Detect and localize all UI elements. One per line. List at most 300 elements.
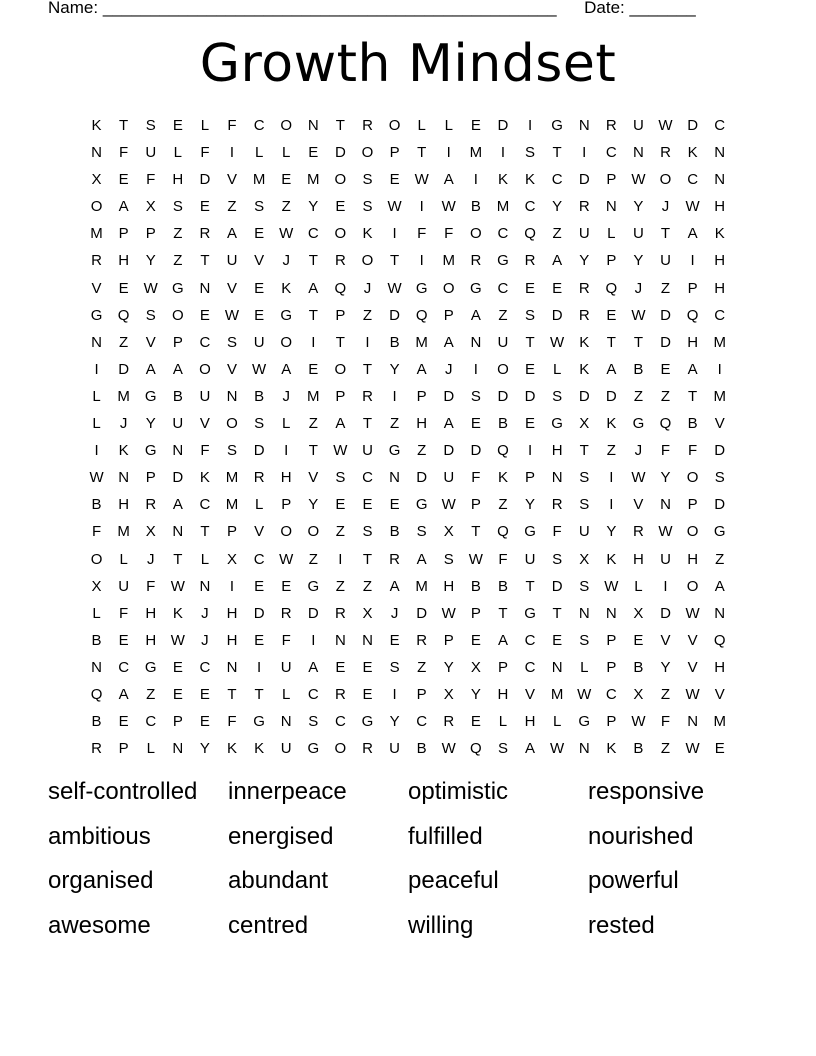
grid-letter[interactable]: W bbox=[170, 577, 185, 595]
grid-letter[interactable]: T bbox=[471, 523, 481, 541]
grid-letter[interactable]: U bbox=[199, 387, 211, 405]
grid-letter[interactable]: U bbox=[633, 117, 644, 134]
grid-letter[interactable]: S bbox=[389, 658, 400, 676]
grid-letter[interactable]: S bbox=[362, 198, 373, 216]
grid-letter[interactable]: Z bbox=[660, 279, 671, 297]
grid-letter[interactable]: A bbox=[416, 360, 427, 378]
grid-letter[interactable]: K bbox=[606, 415, 617, 433]
grid-letter[interactable]: A bbox=[497, 631, 508, 649]
grid-letter[interactable]: W bbox=[550, 740, 565, 758]
grid-letter[interactable]: R bbox=[470, 252, 482, 270]
grid-letter[interactable]: F bbox=[281, 631, 291, 649]
grid-letter[interactable]: F bbox=[227, 117, 237, 134]
grid-letter[interactable]: W bbox=[279, 225, 294, 243]
grid-letter[interactable]: A bbox=[416, 550, 427, 568]
grid-letter[interactable]: D bbox=[307, 604, 319, 622]
grid-letter[interactable]: S bbox=[335, 469, 346, 487]
grid-letter[interactable]: W bbox=[631, 469, 646, 487]
grid-letter[interactable]: Y bbox=[579, 252, 590, 270]
grid-letter[interactable]: X bbox=[579, 550, 590, 568]
grid-letter[interactable]: C bbox=[253, 550, 265, 568]
grid-letter[interactable]: S bbox=[552, 550, 563, 568]
grid-letter[interactable]: H bbox=[226, 604, 238, 622]
grid-letter[interactable]: A bbox=[172, 360, 183, 378]
grid-letter[interactable]: T bbox=[200, 523, 210, 541]
grid-letter[interactable]: L bbox=[92, 604, 101, 622]
grid-letter[interactable]: U bbox=[578, 225, 590, 243]
grid-letter[interactable]: T bbox=[552, 144, 562, 162]
grid-letter[interactable]: T bbox=[660, 225, 671, 243]
grid-letter[interactable]: G bbox=[361, 713, 374, 731]
grid-letter[interactable]: M bbox=[117, 387, 130, 405]
grid-letter[interactable]: T bbox=[335, 333, 345, 351]
grid-letter[interactable]: M bbox=[469, 144, 483, 162]
grid-letter[interactable]: R bbox=[199, 225, 211, 243]
grid-letter[interactable]: E bbox=[633, 631, 644, 649]
grid-letter[interactable]: J bbox=[146, 550, 155, 568]
grid-letter[interactable]: N bbox=[334, 631, 346, 649]
grid-letter[interactable]: P bbox=[497, 658, 508, 676]
grid-letter[interactable]: P bbox=[335, 306, 346, 324]
grid-letter[interactable]: W bbox=[577, 685, 592, 703]
grid-letter[interactable]: D bbox=[660, 333, 671, 351]
grid-letter[interactable]: A bbox=[687, 225, 698, 243]
grid-letter[interactable]: E bbox=[254, 279, 265, 297]
grid-letter[interactable]: Z bbox=[146, 685, 156, 703]
grid-letter[interactable]: E bbox=[362, 685, 373, 703]
grid-letter[interactable]: B bbox=[91, 496, 102, 514]
grid-letter[interactable]: B bbox=[416, 740, 427, 758]
grid-letter[interactable]: W bbox=[224, 306, 240, 324]
grid-letter[interactable]: W bbox=[631, 306, 646, 324]
grid-letter[interactable]: A bbox=[308, 279, 319, 297]
grid-letter[interactable]: E bbox=[525, 360, 536, 378]
grid-letter[interactable]: G bbox=[307, 577, 320, 595]
grid-letter[interactable]: G bbox=[144, 658, 157, 676]
grid-letter[interactable]: L bbox=[92, 415, 101, 433]
grid-letter[interactable]: A bbox=[687, 360, 698, 378]
grid-letter[interactable]: Z bbox=[173, 225, 183, 243]
grid-letter[interactable]: Y bbox=[308, 198, 319, 216]
grid-letter[interactable]: G bbox=[524, 604, 536, 622]
grid-letter[interactable]: U bbox=[660, 550, 671, 568]
grid-letter[interactable]: C bbox=[524, 198, 536, 216]
grid-letter[interactable]: K bbox=[579, 360, 590, 378]
grid-letter[interactable]: H bbox=[633, 550, 644, 568]
grid-letter[interactable]: S bbox=[525, 144, 536, 162]
grid-letter[interactable]: M bbox=[713, 713, 726, 731]
grid-letter[interactable]: H bbox=[145, 631, 157, 649]
grid-letter[interactable]: O bbox=[361, 144, 374, 162]
grid-letter[interactable]: P bbox=[172, 333, 183, 351]
grid-letter[interactable]: E bbox=[714, 740, 725, 758]
grid-letter[interactable]: O bbox=[199, 360, 211, 378]
grid-letter[interactable]: R bbox=[253, 469, 265, 487]
grid-letter[interactable]: S bbox=[552, 387, 563, 405]
grid-letter[interactable]: G bbox=[388, 442, 401, 460]
grid-letter[interactable]: U bbox=[443, 469, 455, 487]
grid-letter[interactable]: O bbox=[280, 333, 293, 351]
grid-letter[interactable]: P bbox=[687, 496, 698, 514]
grid-letter[interactable]: W bbox=[468, 550, 483, 568]
grid-letter[interactable]: E bbox=[254, 306, 265, 324]
grid-letter[interactable]: D bbox=[578, 171, 590, 189]
grid-letter[interactable]: D bbox=[660, 306, 671, 324]
grid-letter[interactable]: Y bbox=[389, 360, 400, 378]
grid-letter[interactable]: I bbox=[500, 144, 506, 162]
grid-letter[interactable]: K bbox=[687, 144, 698, 162]
grid-letter[interactable]: K bbox=[91, 117, 102, 134]
grid-letter[interactable]: X bbox=[91, 577, 102, 595]
grid-letter[interactable]: S bbox=[443, 550, 454, 568]
grid-letter[interactable]: V bbox=[227, 171, 238, 189]
grid-letter[interactable]: T bbox=[525, 333, 535, 351]
grid-letter[interactable]: C bbox=[253, 117, 265, 134]
grid-letter[interactable]: V bbox=[714, 685, 725, 703]
grid-letter[interactable]: D bbox=[199, 171, 211, 189]
grid-letter[interactable]: U bbox=[280, 740, 292, 758]
grid-letter[interactable]: J bbox=[282, 252, 290, 270]
grid-letter[interactable]: E bbox=[281, 171, 292, 189]
grid-letter[interactable]: U bbox=[280, 658, 292, 676]
grid-letter[interactable]: E bbox=[389, 496, 400, 514]
grid-letter[interactable]: E bbox=[199, 685, 210, 703]
grid-letter[interactable]: L bbox=[282, 144, 291, 162]
grid-letter[interactable]: R bbox=[605, 117, 617, 134]
grid-letter[interactable]: Z bbox=[335, 523, 345, 541]
grid-letter[interactable]: H bbox=[280, 469, 292, 487]
grid-letter[interactable]: N bbox=[307, 117, 319, 134]
grid-letter[interactable]: G bbox=[632, 415, 645, 433]
grid-letter[interactable]: E bbox=[118, 279, 129, 297]
grid-letter[interactable]: T bbox=[254, 685, 264, 703]
grid-letter[interactable]: E bbox=[172, 117, 183, 134]
grid-letter[interactable]: Q bbox=[605, 279, 618, 297]
grid-letter[interactable]: M bbox=[252, 171, 266, 189]
grid-letter[interactable]: W bbox=[604, 577, 619, 595]
grid-letter[interactable]: F bbox=[200, 442, 210, 460]
grid-letter[interactable]: K bbox=[497, 469, 508, 487]
name-blank[interactable]: ________________________________________________ bbox=[102, 0, 557, 17]
grid-letter[interactable]: Z bbox=[417, 658, 427, 676]
grid-letter[interactable]: M bbox=[415, 577, 428, 595]
grid-letter[interactable]: O bbox=[90, 550, 103, 568]
grid-letter[interactable]: F bbox=[227, 713, 237, 731]
grid-letter[interactable]: U bbox=[660, 252, 671, 270]
grid-letter[interactable]: M bbox=[550, 685, 564, 703]
grid-letter[interactable]: E bbox=[470, 713, 481, 731]
grid-letter[interactable]: F bbox=[146, 171, 156, 189]
grid-letter[interactable]: A bbox=[335, 415, 346, 433]
grid-letter[interactable]: A bbox=[118, 198, 129, 216]
grid-letter[interactable]: N bbox=[714, 144, 726, 162]
grid-letter[interactable]: S bbox=[362, 523, 373, 541]
grid-letter[interactable]: F bbox=[444, 225, 454, 243]
grid-letter[interactable]: H bbox=[118, 496, 130, 514]
grid-letter[interactable]: W bbox=[170, 631, 185, 649]
grid-letter[interactable]: N bbox=[226, 387, 238, 405]
grid-letter[interactable]: W bbox=[685, 685, 700, 703]
grid-letter[interactable]: D bbox=[389, 306, 400, 324]
grid-letter[interactable]: N bbox=[578, 604, 590, 622]
grid-letter[interactable]: I bbox=[365, 333, 370, 351]
grid-letter[interactable]: S bbox=[714, 469, 725, 487]
grid-letter[interactable]: Z bbox=[660, 387, 671, 405]
grid-letter[interactable]: V bbox=[227, 279, 238, 297]
grid-letter[interactable]: V bbox=[254, 523, 265, 541]
grid-letter[interactable]: J bbox=[634, 279, 643, 297]
grid-letter[interactable]: N bbox=[714, 604, 726, 622]
grid-letter[interactable]: Q bbox=[470, 740, 482, 758]
grid-letter[interactable]: G bbox=[415, 279, 428, 297]
grid-letter[interactable]: A bbox=[443, 415, 454, 433]
grid-letter[interactable]: C bbox=[605, 685, 617, 703]
grid-letter[interactable]: I bbox=[284, 442, 289, 460]
grid-letter[interactable]: Y bbox=[145, 415, 156, 433]
grid-letter[interactable]: N bbox=[362, 631, 373, 649]
grid-letter[interactable]: I bbox=[609, 496, 614, 514]
grid-letter[interactable]: N bbox=[280, 713, 292, 731]
grid-letter[interactable]: C bbox=[307, 225, 319, 243]
grid-letter[interactable]: T bbox=[498, 604, 508, 622]
grid-letter[interactable]: P bbox=[443, 631, 454, 649]
grid-letter[interactable]: Q bbox=[415, 306, 428, 324]
grid-letter[interactable]: G bbox=[90, 306, 103, 324]
grid-letter[interactable]: I bbox=[94, 360, 99, 378]
grid-letter[interactable]: D bbox=[416, 604, 428, 622]
grid-letter[interactable]: W bbox=[441, 496, 456, 514]
grid-letter[interactable]: A bbox=[172, 496, 183, 514]
grid-letter[interactable]: C bbox=[334, 713, 346, 731]
grid-letter[interactable]: W bbox=[441, 604, 456, 622]
grid-letter[interactable]: C bbox=[118, 658, 130, 676]
grid-letter[interactable]: P bbox=[145, 225, 156, 243]
grid-letter[interactable]: S bbox=[525, 306, 536, 324]
grid-letter[interactable]: E bbox=[552, 279, 563, 297]
grid-letter[interactable]: E bbox=[525, 279, 536, 297]
grid-letter[interactable]: H bbox=[226, 631, 238, 649]
grid-letter[interactable]: N bbox=[91, 144, 102, 162]
grid-letter[interactable]: X bbox=[443, 523, 454, 541]
grid-letter[interactable]: I bbox=[690, 252, 695, 270]
grid-letter[interactable]: P bbox=[145, 469, 156, 487]
grid-letter[interactable]: K bbox=[227, 740, 238, 758]
grid-letter[interactable]: Z bbox=[173, 252, 183, 270]
grid-letter[interactable]: Z bbox=[552, 225, 562, 243]
grid-letter[interactable]: D bbox=[714, 496, 726, 514]
grid-letter[interactable]: J bbox=[282, 387, 290, 405]
grid-letter[interactable]: J bbox=[201, 604, 209, 622]
grid-letter[interactable]: B bbox=[172, 387, 183, 405]
grid-letter[interactable]: O bbox=[686, 469, 699, 487]
grid-letter[interactable]: C bbox=[307, 685, 319, 703]
grid-letter[interactable]: G bbox=[415, 496, 428, 514]
grid-letter[interactable]: I bbox=[419, 252, 424, 270]
grid-letter[interactable]: O bbox=[171, 306, 184, 324]
grid-letter[interactable]: F bbox=[119, 144, 129, 162]
grid-letter[interactable]: Y bbox=[470, 685, 481, 703]
grid-letter[interactable]: I bbox=[229, 577, 235, 595]
grid-letter[interactable]: N bbox=[172, 442, 184, 460]
grid-letter[interactable]: C bbox=[199, 496, 211, 514]
grid-letter[interactable]: G bbox=[171, 279, 184, 297]
grid-letter[interactable]: W bbox=[387, 198, 402, 216]
grid-letter[interactable]: F bbox=[119, 604, 129, 622]
grid-letter[interactable]: R bbox=[334, 685, 346, 703]
grid-letter[interactable]: S bbox=[227, 333, 238, 351]
grid-letter[interactable]: J bbox=[119, 415, 128, 433]
grid-letter[interactable]: B bbox=[497, 577, 508, 595]
grid-letter[interactable]: E bbox=[254, 577, 265, 595]
grid-letter[interactable]: C bbox=[145, 713, 157, 731]
grid-letter[interactable]: R bbox=[145, 496, 157, 514]
grid-letter[interactable]: N bbox=[226, 658, 238, 676]
grid-letter[interactable]: I bbox=[311, 333, 316, 351]
grid-letter[interactable]: B bbox=[687, 415, 698, 433]
grid-letter[interactable]: Q bbox=[497, 442, 509, 460]
grid-letter[interactable]: U bbox=[633, 225, 644, 243]
grid-letter[interactable]: H bbox=[714, 658, 726, 676]
grid-letter[interactable]: N bbox=[551, 469, 563, 487]
grid-letter[interactable]: N bbox=[687, 713, 699, 731]
grid-letter[interactable]: L bbox=[254, 144, 264, 162]
grid-letter[interactable]: D bbox=[497, 387, 509, 405]
grid-letter[interactable]: Y bbox=[443, 658, 454, 676]
grid-letter[interactable]: W bbox=[143, 279, 158, 297]
grid-letter[interactable]: F bbox=[146, 577, 156, 595]
grid-letter[interactable]: P bbox=[606, 713, 617, 731]
grid-letter[interactable]: B bbox=[91, 631, 102, 649]
grid-letter[interactable]: O bbox=[334, 740, 347, 758]
grid-letter[interactable]: S bbox=[416, 523, 427, 541]
grid-letter[interactable]: V bbox=[308, 469, 319, 487]
grid-letter[interactable]: H bbox=[714, 198, 726, 216]
grid-letter[interactable]: Y bbox=[633, 198, 644, 216]
grid-letter[interactable]: J bbox=[634, 442, 643, 460]
grid-letter[interactable]: M bbox=[442, 252, 456, 270]
grid-letter[interactable]: N bbox=[199, 577, 211, 595]
grid-letter[interactable]: T bbox=[335, 117, 345, 134]
grid-letter[interactable]: O bbox=[307, 523, 320, 541]
grid-letter[interactable]: E bbox=[172, 685, 183, 703]
grid-letter[interactable]: A bbox=[118, 685, 129, 703]
grid-letter[interactable]: E bbox=[552, 631, 563, 649]
grid-letter[interactable]: S bbox=[579, 577, 590, 595]
grid-letter[interactable]: I bbox=[527, 442, 533, 460]
grid-letter[interactable]: W bbox=[279, 550, 294, 568]
grid-letter[interactable]: V bbox=[687, 658, 698, 676]
grid-letter[interactable]: A bbox=[389, 577, 400, 595]
grid-letter[interactable]: M bbox=[415, 333, 428, 351]
grid-letter[interactable]: D bbox=[253, 604, 265, 622]
grid-letter[interactable]: N bbox=[118, 469, 130, 487]
grid-letter[interactable]: M bbox=[713, 387, 726, 405]
grid-letter[interactable]: W bbox=[658, 523, 673, 541]
grid-letter[interactable]: U bbox=[362, 442, 373, 460]
grid-letter[interactable]: C bbox=[199, 333, 211, 351]
grid-letter[interactable]: T bbox=[362, 550, 373, 568]
grid-letter[interactable]: G bbox=[144, 442, 157, 460]
grid-letter[interactable]: H bbox=[714, 279, 726, 297]
grid-letter[interactable]: C bbox=[524, 631, 536, 649]
grid-letter[interactable]: P bbox=[389, 144, 400, 162]
grid-letter[interactable]: L bbox=[634, 577, 643, 595]
grid-letter[interactable]: R bbox=[91, 252, 102, 270]
grid-letter[interactable]: P bbox=[470, 604, 481, 622]
grid-letter[interactable]: X bbox=[145, 523, 156, 541]
grid-letter[interactable]: P bbox=[118, 225, 129, 243]
grid-letter[interactable]: O bbox=[361, 252, 374, 270]
grid-letter[interactable]: E bbox=[308, 360, 319, 378]
grid-letter[interactable]: W bbox=[685, 740, 700, 758]
grid-letter[interactable]: O bbox=[334, 360, 347, 378]
grid-letter[interactable]: D bbox=[497, 117, 509, 134]
grid-letter[interactable]: C bbox=[687, 171, 699, 189]
grid-letter[interactable]: P bbox=[687, 279, 698, 297]
grid-letter[interactable]: A bbox=[145, 360, 156, 378]
grid-letter[interactable]: T bbox=[389, 252, 400, 270]
grid-letter[interactable]: C bbox=[605, 144, 617, 162]
grid-letter[interactable]: F bbox=[471, 469, 481, 487]
grid-letter[interactable]: C bbox=[199, 658, 211, 676]
grid-letter[interactable]: N bbox=[199, 279, 211, 297]
grid-letter[interactable]: H bbox=[145, 604, 157, 622]
grid-letter[interactable]: L bbox=[200, 117, 210, 134]
grid-letter[interactable]: K bbox=[118, 442, 129, 460]
grid-letter[interactable]: Y bbox=[552, 198, 563, 216]
grid-letter[interactable]: O bbox=[280, 523, 293, 541]
grid-letter[interactable]: N bbox=[91, 658, 102, 676]
grid-letter[interactable]: T bbox=[633, 333, 643, 351]
grid-letter[interactable]: S bbox=[362, 171, 373, 189]
grid-letter[interactable]: Q bbox=[497, 523, 509, 541]
grid-letter[interactable]: N bbox=[633, 144, 644, 162]
grid-letter[interactable]: M bbox=[225, 469, 239, 487]
grid-letter[interactable]: B bbox=[470, 198, 481, 216]
grid-letter[interactable]: V bbox=[227, 360, 238, 378]
grid-letter[interactable]: Z bbox=[606, 442, 616, 460]
grid-letter[interactable]: Z bbox=[362, 306, 373, 324]
grid-letter[interactable]: E bbox=[335, 658, 346, 676]
grid-letter[interactable]: T bbox=[308, 306, 318, 324]
grid-letter[interactable]: G bbox=[144, 387, 157, 405]
grid-letter[interactable]: N bbox=[578, 117, 590, 134]
grid-letter[interactable]: W bbox=[333, 442, 348, 460]
grid-letter[interactable]: C bbox=[497, 225, 509, 243]
grid-letter[interactable]: X bbox=[633, 685, 644, 703]
grid-letter[interactable]: G bbox=[578, 713, 591, 731]
grid-letter[interactable]: G bbox=[713, 523, 726, 541]
grid-letter[interactable]: Z bbox=[308, 550, 318, 568]
grid-letter[interactable]: Z bbox=[660, 740, 671, 758]
grid-letter[interactable]: W bbox=[658, 117, 673, 134]
grid-letter[interactable]: Z bbox=[417, 442, 427, 460]
grid-letter[interactable]: F bbox=[498, 550, 508, 568]
grid-letter[interactable]: W bbox=[89, 469, 104, 487]
grid-letter[interactable]: S bbox=[172, 198, 183, 216]
grid-letter[interactable]: V bbox=[91, 279, 102, 297]
grid-letter[interactable]: M bbox=[713, 333, 726, 351]
grid-letter[interactable]: I bbox=[446, 144, 451, 162]
grid-letter[interactable]: Q bbox=[90, 685, 103, 703]
grid-letter[interactable]: F bbox=[91, 523, 102, 541]
grid-letter[interactable]: N bbox=[172, 740, 184, 758]
grid-letter[interactable]: F bbox=[688, 442, 698, 460]
grid-letter[interactable]: C bbox=[497, 279, 509, 297]
grid-letter[interactable]: P bbox=[443, 306, 454, 324]
grid-letter[interactable]: O bbox=[497, 360, 509, 378]
grid-letter[interactable]: D bbox=[551, 577, 563, 595]
